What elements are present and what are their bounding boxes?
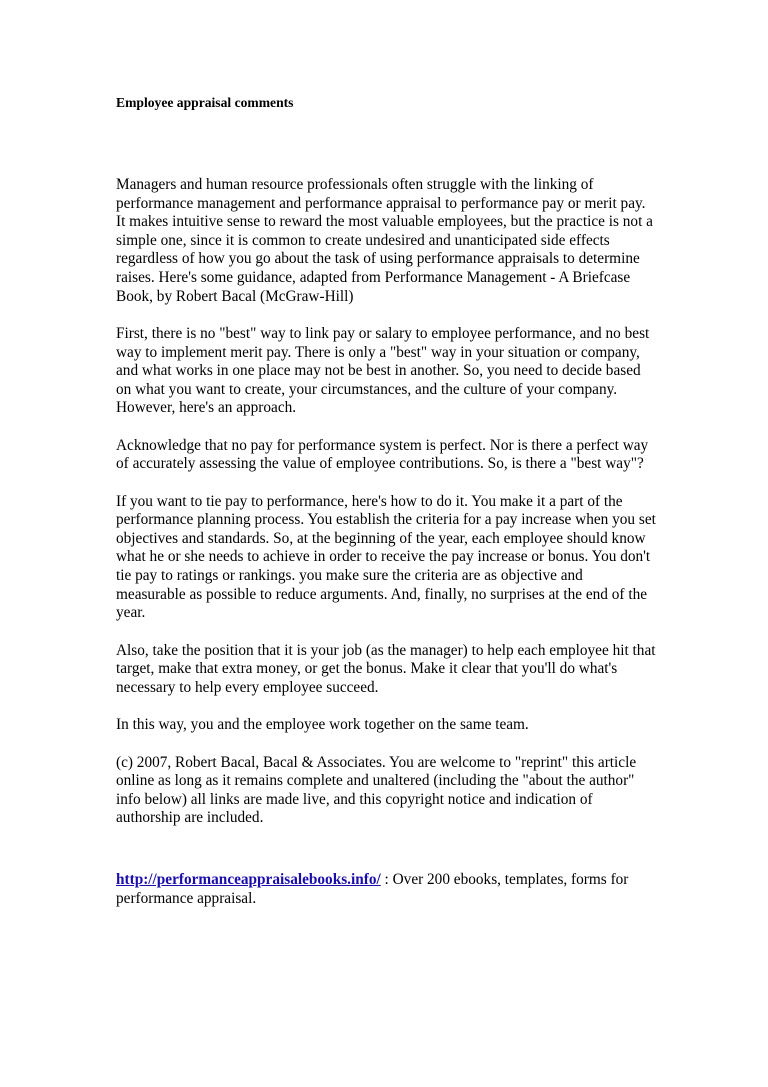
paragraph-acknowledge: Acknowledge that no pay for performance system is perfect. Nor is there a perfect way of accurately assessing the value of employee contributions. So, is there a "best way"?	[116, 436, 649, 473]
paragraph-intro: Managers and human resource professionals often struggle with the linking of performance management and performance appraisal to performance pay or merit pay. It makes intuitive sense to reward the most valuable employees, but the practice is not a simple one, since it is common to create undesired and unanticipated side effects regardless of how you go about the task of using performance appraisals to determine raises. Here's some guidance, adapted from Performance Management - A Briefcase Book, by Robert Bacal (McGraw-Hill)	[116, 176, 653, 305]
paragraph-copyright: (c) 2007, Robert Bacal, Bacal & Associates. You are welcome to "reprint" this article online as long as it remains complete and unaltered (including the "about the author" info below) all links are made live, and this copyright notice and indication of authorship are included.	[116, 753, 637, 827]
paragraph-same-team: In this way, you and the employee work together on the same team.	[116, 716, 529, 734]
paragraph-no-best-way: First, there is no "best" way to link pay or salary to employee performance, and no best way to implement merit pay. There is only a "best" way in your situation or company, and what works in one place may not be best in another. So, you need to decide based on what you want to create, your circumstances, and the culture of your company. However, here's an approach.	[116, 324, 650, 417]
paragraph-how-to: If you want to tie pay to performance, here's how to do it. You make it a part of the performance planning process. You establish the criteria for a pay increase when you set objectives and standards. So, at the beginning of the year, each employee should know what he or she needs to achieve in order to receive the pay increase or bonus. You don't tie pay to ratings or rankings. you make sure the criteria are as objective and measurable as possible to reduce arguments. And, finally, no surprises at the end of the year.	[116, 492, 656, 622]
link-description: : Over 200 ebooks, templates, forms for performance appraisal.	[116, 871, 629, 907]
document-body	[116, 176, 656, 927]
paragraph-manager-role: Also, take the position that it is your job (as the manager) to help each employee hit that target, make that extra money, or get the bonus. Make it clear that you'll do what's necessary to help every employee succeed.	[116, 641, 656, 696]
ebooks-link[interactable]: http://performanceappraisalebooks.info/	[116, 871, 381, 888]
paragraph-link	[116, 871, 656, 908]
document-title: Employee appraisal comments	[116, 95, 294, 110]
